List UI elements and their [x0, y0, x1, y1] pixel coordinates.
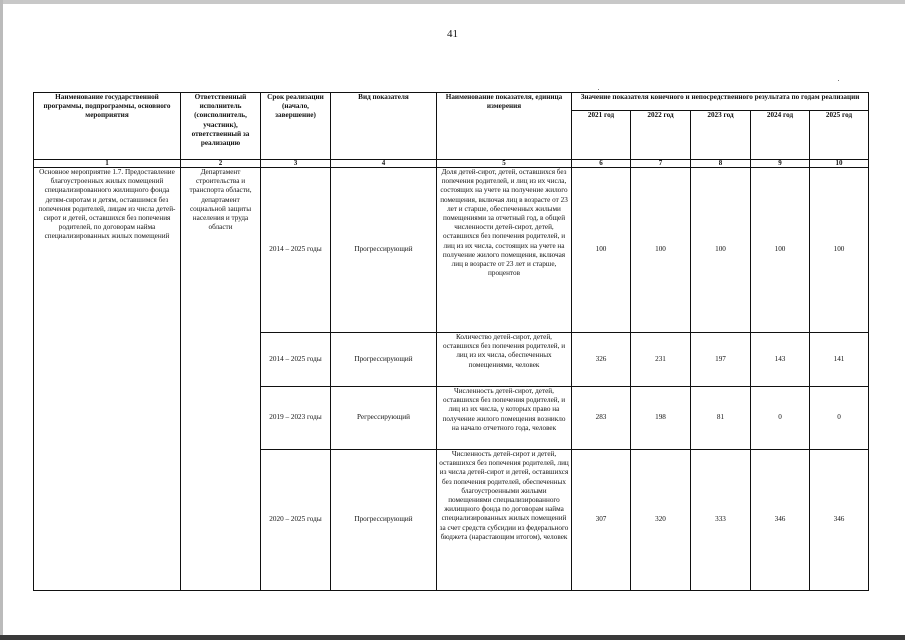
- value-cell: 197: [691, 333, 751, 387]
- period-cell: 2019 – 2023 годы: [261, 387, 331, 450]
- table-row: [34, 168, 869, 333]
- indicator-name-cell: Численность детей-сирот и детей, оставшихся без попечения родителей, лиц из числа детей-сирот и детей, оставшихся без попечения родителей, обеспеченных благоустроенными жилыми помещениями специализированного жилищного фонда по договорам найма специализированных жилых помещений за счет средств субсидии из федерального бюджета (нарастающим итогом), человек: [437, 450, 572, 591]
- indicator-type-cell: Прогрессирующий: [331, 333, 437, 387]
- indicator-name-cell: Количество детей-сирот, детей, оставшихся без попечения родителей, и лиц из их числа, обеспеченных помещениями, человек: [437, 333, 572, 387]
- scan-speck: [838, 80, 839, 81]
- value-cell: 100: [691, 168, 751, 333]
- value-cell: 0: [810, 387, 869, 450]
- column-number: 9: [751, 160, 810, 168]
- column-number: 1: [34, 160, 181, 168]
- period-cell: 2020 – 2025 годы: [261, 450, 331, 591]
- header-year-2021: 2021 год: [572, 111, 631, 160]
- column-number: 5: [437, 160, 572, 168]
- indicator-name-cell: Численность детей-сирот, детей, оставшихся без попечения родителей, и лиц из их числа, у которых право на получение жилого помещения возникло на начало отчетного года, человек: [437, 387, 572, 450]
- value-cell: 141: [810, 333, 869, 387]
- header-year-2023: 2023 год: [691, 111, 751, 160]
- value-cell: 307: [572, 450, 631, 591]
- column-number: 3: [261, 160, 331, 168]
- responsible-cell: Департамент строительства и транспорта области, департамент социальной защиты населения и труда области: [181, 168, 261, 591]
- indicator-type-cell: Прогрессирующий: [331, 168, 437, 333]
- value-cell: 283: [572, 387, 631, 450]
- value-cell: 198: [631, 387, 691, 450]
- value-cell: 333: [691, 450, 751, 591]
- scan-edge-left: [0, 0, 3, 640]
- value-cell: 326: [572, 333, 631, 387]
- indicator-name-cell: Доля детей-сирот, детей, оставшихся без попечения родителей, и лиц из их числа, состоящих на учете на получение жилого помещения, включая лиц в возрасте от 23 лет и старше, обеспеченных жилыми помещениями за отчетный год, в общей численности детей-сирот, детей, оставшихся без попечения родителей, и лиц из их числа, состоящих на учете на получение жилого помещения, включая лиц в возрасте от 23 лет и старше, процентов: [437, 168, 572, 333]
- value-cell: 0: [751, 387, 810, 450]
- header-program: Наименование государственной программы, подпрограммы, основного мероприятия: [34, 93, 181, 160]
- header-year-2022: 2022 год: [631, 111, 691, 160]
- page-number: 41: [447, 28, 458, 40]
- value-cell: 231: [631, 333, 691, 387]
- scan-speck: [598, 89, 599, 90]
- value-cell: 100: [751, 168, 810, 333]
- indicator-table-wrapper: [33, 92, 868, 591]
- value-cell: 100: [572, 168, 631, 333]
- column-number: 2: [181, 160, 261, 168]
- value-cell: 320: [631, 450, 691, 591]
- header-indicator-name: Наименование показателя, единица измерения: [437, 93, 572, 160]
- header-year-2025: 2025 год: [810, 111, 869, 160]
- value-cell: 100: [631, 168, 691, 333]
- value-cell: 143: [751, 333, 810, 387]
- value-cell: 100: [810, 168, 869, 333]
- header-period: Срок реализации (начало, завершение): [261, 93, 331, 160]
- indicator-type-cell: Прогрессирующий: [331, 450, 437, 591]
- period-cell: 2014 – 2025 годы: [261, 168, 331, 333]
- value-cell: 81: [691, 387, 751, 450]
- header-indicator-type: Вид показателя: [331, 93, 437, 160]
- indicator-type-cell: Регрессирующий: [331, 387, 437, 450]
- column-number: 6: [572, 160, 631, 168]
- period-cell: 2014 – 2025 годы: [261, 333, 331, 387]
- value-cell: 346: [751, 450, 810, 591]
- header-values-group: Значение показателя конечного и непосредственного результата по годам реализации: [572, 93, 869, 111]
- value-cell: 346: [810, 450, 869, 591]
- program-cell: Основное мероприятие 1.7. Предоставление благоустроенных жилых помещений специализированного жилищного фонда детям-сиротам и детям, оставшимся без попечения родителей, лицам из числа детей-сирот и детей, оставшихся без попечения родителей, по договорам найма специализированных жилых помещений: [34, 168, 181, 591]
- column-number: 4: [331, 160, 437, 168]
- header-responsible: Ответственный исполнитель (соисполнитель, участник), ответственный за реализацию: [181, 93, 261, 160]
- column-number: 8: [691, 160, 751, 168]
- column-number: 10: [810, 160, 869, 168]
- scan-edge-bottom: [0, 635, 905, 640]
- column-number: 7: [631, 160, 691, 168]
- indicator-table: [33, 92, 869, 591]
- header-year-2024: 2024 год: [751, 111, 810, 160]
- scan-edge-top: [0, 0, 905, 4]
